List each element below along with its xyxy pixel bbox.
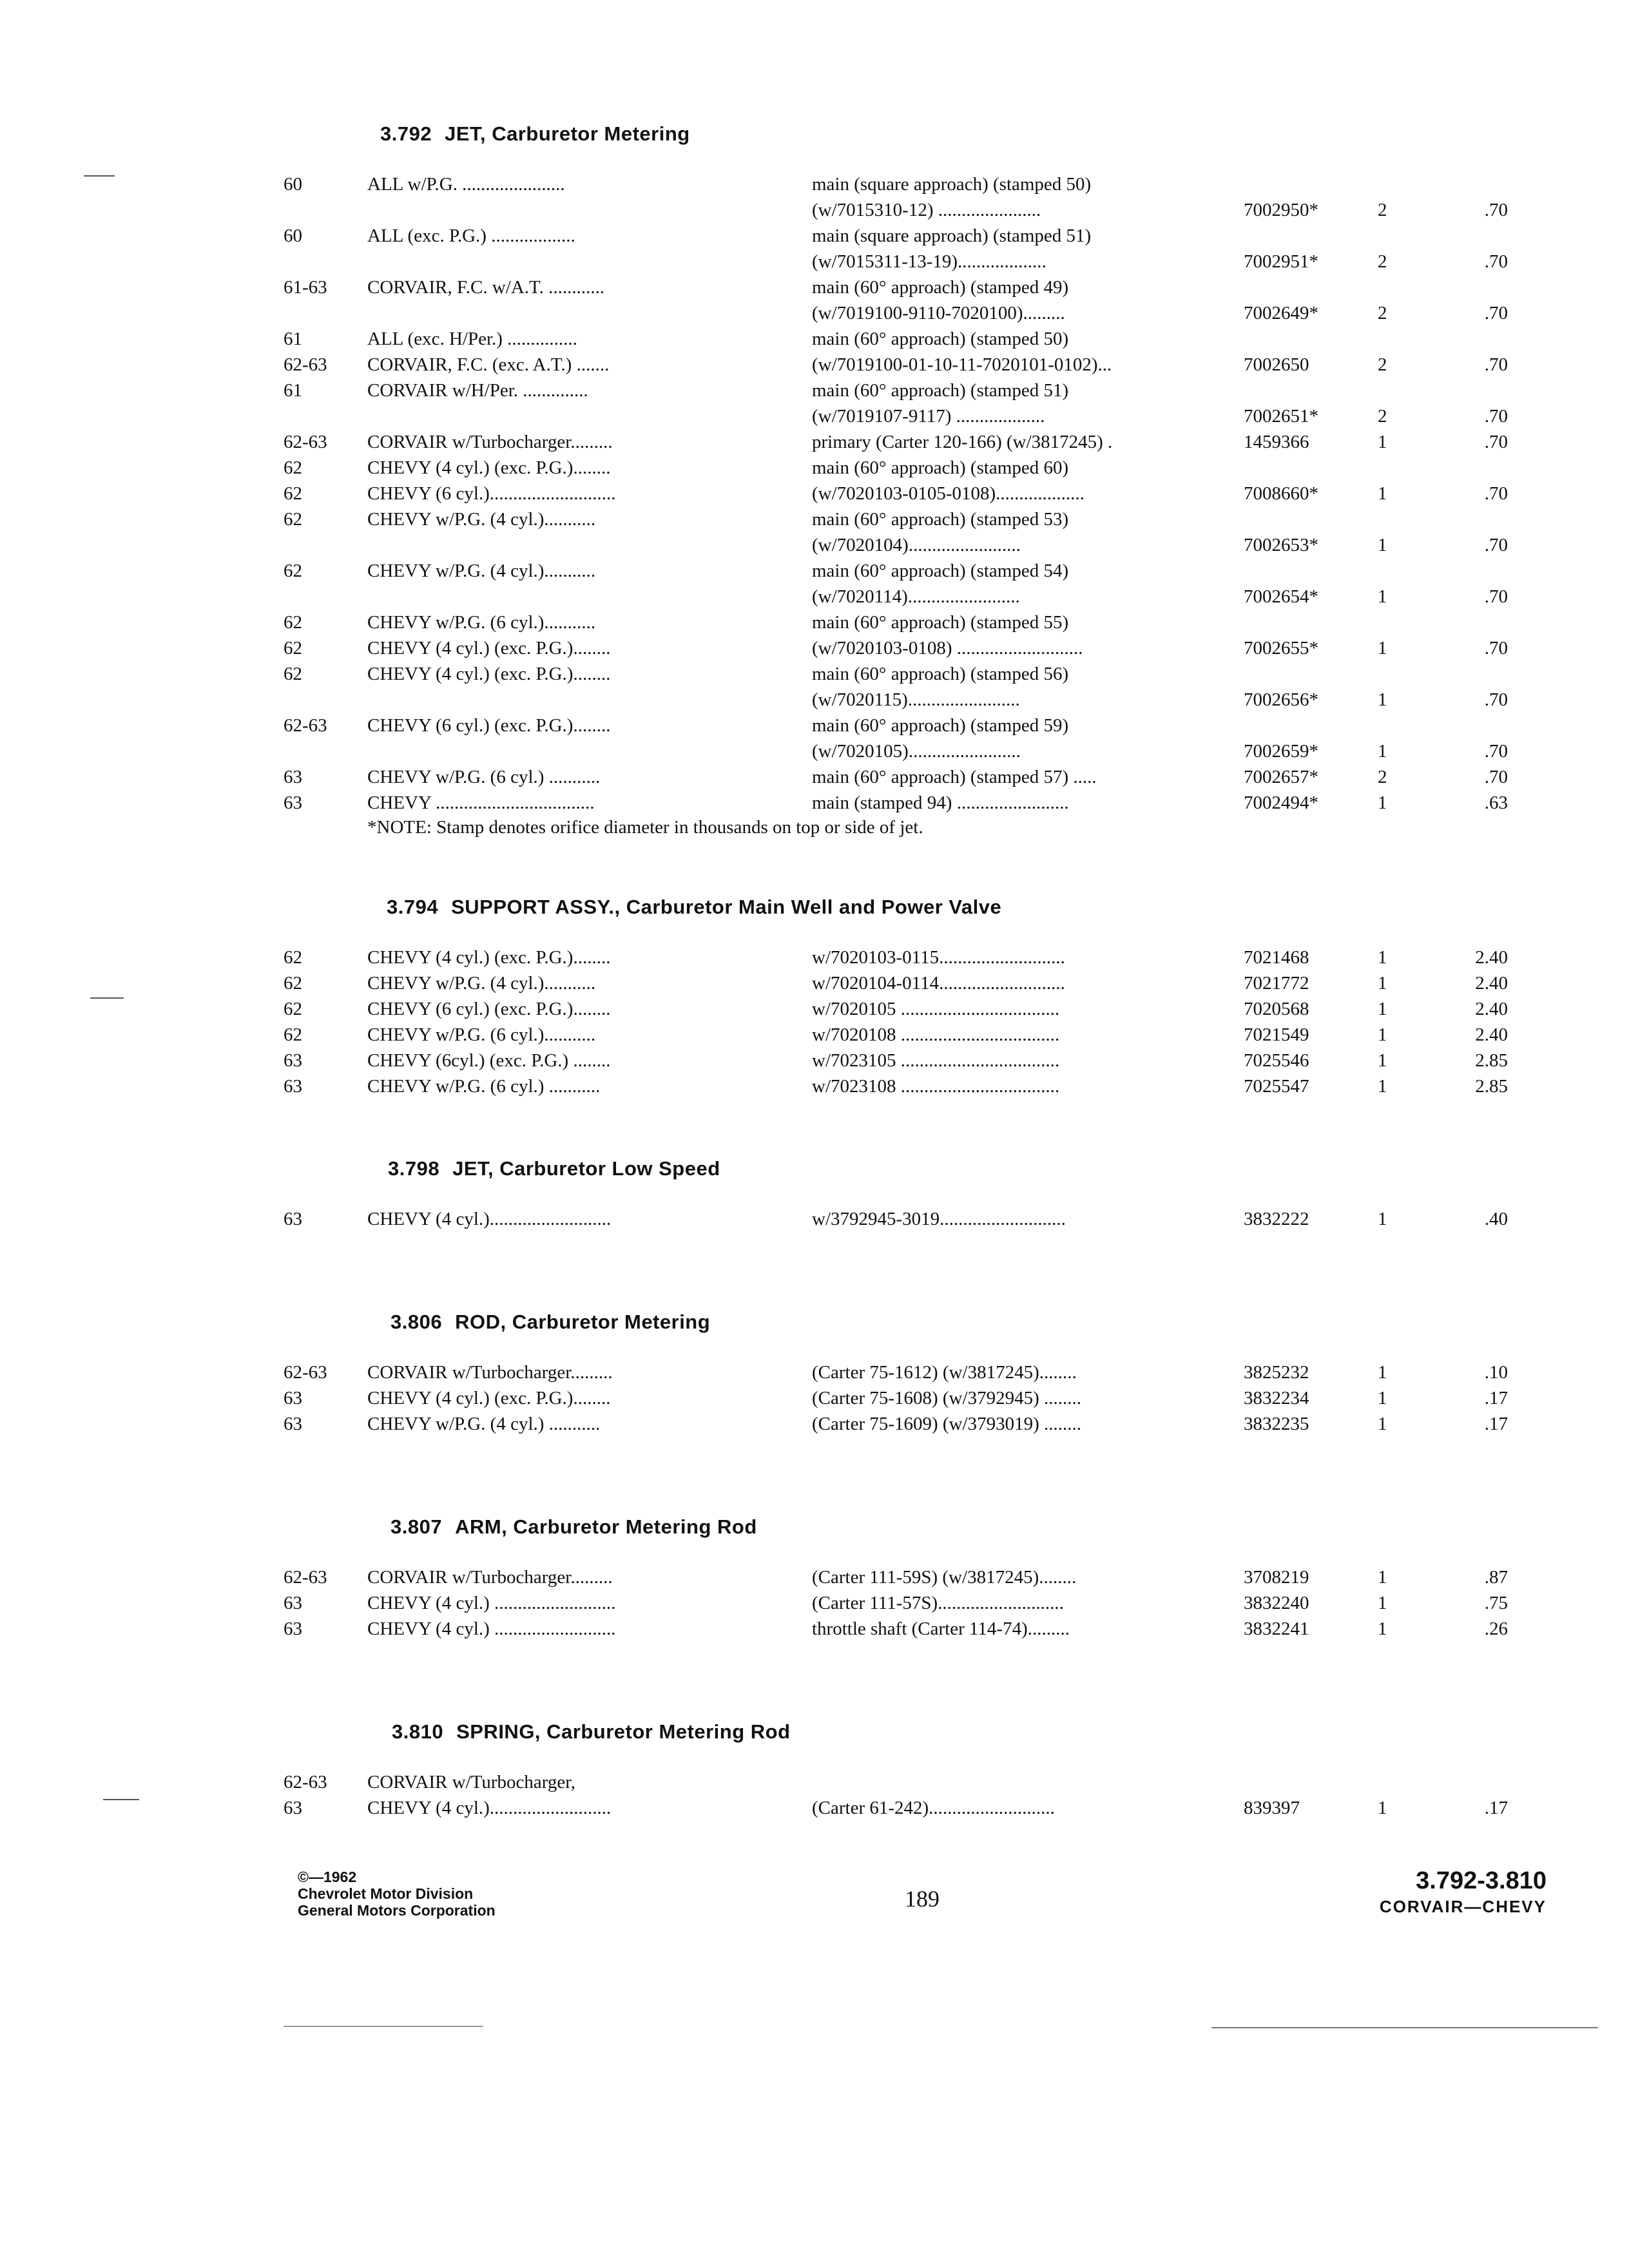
table-row bbox=[284, 509, 1572, 535]
quantity-cell: 1 bbox=[1378, 1414, 1387, 1434]
table-row bbox=[284, 947, 1572, 973]
year-cell: 63 bbox=[284, 1619, 302, 1639]
model-cell: CHEVY (6 cyl.)........................... bbox=[367, 483, 616, 504]
model-cell: CORVAIR w/Turbocharger......... bbox=[367, 1567, 613, 1588]
model-cell: CHEVY w/P.G. (4 cyl.) ........... bbox=[367, 1414, 601, 1434]
year-cell: 62 bbox=[284, 457, 302, 478]
model-cell: CHEVY w/P.G. (6 cyl.) ........... bbox=[367, 1076, 601, 1097]
part-number-cell: 7021549 bbox=[1244, 1024, 1309, 1045]
price-cell: .17 bbox=[1484, 1414, 1508, 1434]
table-row bbox=[284, 380, 1572, 406]
table-row bbox=[284, 638, 1572, 664]
description-cell: w/7023105 .................................. bbox=[812, 1050, 1060, 1071]
year-cell: 62-63 bbox=[284, 1772, 327, 1792]
section-number: 3.794 bbox=[387, 896, 439, 918]
margin-mark bbox=[84, 175, 115, 177]
model-cell: CHEVY w/P.G. (4 cyl.)........... bbox=[367, 973, 596, 994]
description-cell: main (square approach) (stamped 50) bbox=[812, 174, 1092, 195]
table-row bbox=[284, 535, 1572, 561]
section-number: 3.798 bbox=[388, 1157, 440, 1180]
price-cell: 2.40 bbox=[1475, 973, 1508, 994]
year-cell: 62-63 bbox=[284, 1362, 327, 1383]
price-cell: .70 bbox=[1484, 535, 1508, 555]
footer-publisher bbox=[298, 1869, 496, 1919]
footer-corporation: General Motors Corporation bbox=[298, 1902, 496, 1919]
part-number-cell: 7021772 bbox=[1244, 973, 1309, 994]
table-row bbox=[284, 432, 1572, 457]
table-row bbox=[284, 561, 1572, 586]
model-cell: CHEVY (4 cyl.) .......................... bbox=[367, 1593, 616, 1613]
quantity-cell: 2 bbox=[1378, 767, 1387, 787]
margin-mark bbox=[90, 997, 124, 999]
model-cell: ALL w/P.G. ...................... bbox=[367, 174, 565, 195]
footer-copyright: ©—1962 bbox=[298, 1869, 357, 1885]
part-number-cell: 3832240 bbox=[1244, 1593, 1309, 1613]
description-cell: (Carter 75-1612) (w/3817245)........ bbox=[812, 1362, 1077, 1383]
model-cell: CHEVY (6 cyl.) (exc. P.G.)........ bbox=[367, 999, 611, 1019]
model-cell: CORVAIR, F.C. (exc. A.T.) ....... bbox=[367, 354, 610, 375]
model-cell: CHEVY (6 cyl.) (exc. P.G.)........ bbox=[367, 715, 611, 736]
part-number-cell: 3832234 bbox=[1244, 1388, 1309, 1408]
year-cell: 62 bbox=[284, 973, 302, 994]
table-row bbox=[284, 1414, 1572, 1439]
price-cell: .10 bbox=[1484, 1362, 1508, 1383]
section-name: ARM, Carburetor Metering Rod bbox=[455, 1515, 757, 1538]
price-cell: .70 bbox=[1484, 251, 1508, 272]
year-cell: 60 bbox=[284, 226, 302, 246]
price-cell: .17 bbox=[1484, 1388, 1508, 1408]
table-row bbox=[284, 1024, 1572, 1050]
table-row bbox=[284, 612, 1572, 638]
price-cell: .87 bbox=[1484, 1567, 1508, 1588]
year-cell: 62-63 bbox=[284, 432, 327, 452]
table-row bbox=[284, 1593, 1572, 1619]
section-name: JET, Carburetor Metering bbox=[445, 122, 690, 145]
bottom-rule-left bbox=[284, 2026, 483, 2027]
description-cell: main (60° approach) (stamped 54) bbox=[812, 561, 1069, 581]
section-title bbox=[392, 1720, 791, 1744]
model-cell: CHEVY .................................. bbox=[367, 793, 595, 813]
parts-table bbox=[284, 1772, 1572, 1823]
parts-table bbox=[284, 1209, 1572, 1235]
description-cell: (w/7015311-13-19)................... bbox=[812, 251, 1046, 272]
price-cell: .70 bbox=[1484, 689, 1508, 710]
model-cell: CHEVY (4 cyl.) (exc. P.G.)........ bbox=[367, 947, 611, 968]
price-cell: .70 bbox=[1484, 767, 1508, 787]
year-cell: 62 bbox=[284, 483, 302, 504]
year-cell: 62-63 bbox=[284, 1567, 327, 1588]
description-cell: main (60° approach) (stamped 59) bbox=[812, 715, 1069, 736]
part-number-cell: 7021468 bbox=[1244, 947, 1309, 968]
price-cell: 2.85 bbox=[1475, 1050, 1508, 1071]
year-cell: 63 bbox=[284, 1798, 302, 1818]
year-cell: 62-63 bbox=[284, 354, 327, 375]
section-title bbox=[388, 1157, 720, 1180]
quantity-cell: 1 bbox=[1378, 1593, 1387, 1613]
model-cell: CHEVY (4 cyl.) (exc. P.G.)........ bbox=[367, 1388, 611, 1408]
description-cell: main (60° approach) (stamped 57) ..... bbox=[812, 767, 1097, 787]
description-cell: w/3792945-3019........................... bbox=[812, 1209, 1066, 1229]
description-cell: (w/7020103-0108) ........................... bbox=[812, 638, 1083, 658]
price-cell: .63 bbox=[1484, 793, 1508, 813]
year-cell: 62 bbox=[284, 947, 302, 968]
description-cell: throttle shaft (Carter 114-74)......... bbox=[812, 1619, 1070, 1639]
part-number-cell: 3832241 bbox=[1244, 1619, 1309, 1639]
quantity-cell: 1 bbox=[1378, 1362, 1387, 1383]
section-number: 3.806 bbox=[390, 1311, 443, 1333]
part-number-cell: 7002653* bbox=[1244, 535, 1318, 555]
part-number-cell: 3825232 bbox=[1244, 1362, 1309, 1383]
model-cell: CORVAIR w/Turbocharger......... bbox=[367, 1362, 613, 1383]
section-name: JET, Carburetor Low Speed bbox=[452, 1157, 720, 1180]
part-number-cell: 7008660* bbox=[1244, 483, 1318, 504]
table-row bbox=[284, 689, 1572, 715]
description-cell: (Carter 61-242)........................... bbox=[812, 1798, 1055, 1818]
model-cell: CHEVY (4 cyl.).......................... bbox=[367, 1209, 612, 1229]
description-cell: main (60° approach) (stamped 55) bbox=[812, 612, 1069, 633]
description-cell: primary (Carter 120-166) (w/3817245) . bbox=[812, 432, 1113, 452]
table-row bbox=[284, 354, 1572, 380]
part-number-cell: 7002651* bbox=[1244, 406, 1318, 427]
table-row bbox=[284, 200, 1572, 226]
description-cell: main (60° approach) (stamped 53) bbox=[812, 509, 1069, 530]
model-cell: CORVAIR w/Turbocharger......... bbox=[367, 432, 613, 452]
description-cell: (w/7020105)........................ bbox=[812, 741, 1021, 762]
price-cell: .70 bbox=[1484, 483, 1508, 504]
year-cell: 62 bbox=[284, 612, 302, 633]
quantity-cell: 1 bbox=[1378, 1209, 1387, 1229]
year-cell: 63 bbox=[284, 1076, 302, 1097]
margin-mark bbox=[103, 1799, 139, 1800]
description-cell: main (60° approach) (stamped 51) bbox=[812, 380, 1069, 401]
year-cell: 63 bbox=[284, 1593, 302, 1613]
section-number: 3.810 bbox=[392, 1720, 444, 1743]
part-number-cell: 7002650 bbox=[1244, 354, 1309, 375]
description-cell: w/7020103-0115........................... bbox=[812, 947, 1065, 968]
part-number-cell: 7002649* bbox=[1244, 303, 1318, 323]
table-row bbox=[284, 303, 1572, 329]
year-cell: 62 bbox=[284, 638, 302, 658]
footer-model-line: CORVAIR—CHEVY bbox=[1379, 1897, 1547, 1916]
table-row bbox=[284, 1567, 1572, 1593]
description-cell: (Carter 111-59S) (w/3817245)........ bbox=[812, 1567, 1077, 1588]
quantity-cell: 2 bbox=[1378, 354, 1387, 375]
description-cell: main (stamped 94) ........................ bbox=[812, 793, 1069, 813]
table-row bbox=[284, 715, 1572, 741]
price-cell: .26 bbox=[1484, 1619, 1508, 1639]
part-number-cell: 7002657* bbox=[1244, 767, 1318, 787]
year-cell: 63 bbox=[284, 1050, 302, 1071]
model-cell: CHEVY (4 cyl.) (exc. P.G.)........ bbox=[367, 638, 611, 658]
year-cell: 62 bbox=[284, 999, 302, 1019]
table-row bbox=[284, 457, 1572, 483]
model-cell: CHEVY w/P.G. (4 cyl.)........... bbox=[367, 561, 596, 581]
quantity-cell: 1 bbox=[1378, 973, 1387, 994]
part-number-cell: 3832222 bbox=[1244, 1209, 1309, 1229]
table-row bbox=[284, 174, 1572, 200]
year-cell: 62 bbox=[284, 1024, 302, 1045]
table-row bbox=[284, 1772, 1572, 1798]
year-cell: 62 bbox=[284, 664, 302, 684]
part-number-cell: 7002656* bbox=[1244, 689, 1318, 710]
description-cell: main (60° approach) (stamped 49) bbox=[812, 277, 1069, 298]
section-title bbox=[387, 896, 1001, 919]
year-cell: 62 bbox=[284, 561, 302, 581]
table-row bbox=[284, 1798, 1572, 1823]
quantity-cell: 1 bbox=[1378, 432, 1387, 452]
table-row bbox=[284, 973, 1572, 999]
description-cell: main (60° approach) (stamped 60) bbox=[812, 457, 1069, 478]
table-row bbox=[284, 406, 1572, 432]
quantity-cell: 1 bbox=[1378, 741, 1387, 762]
description-cell: (w/7015310-12) ...................... bbox=[812, 200, 1041, 220]
quantity-cell: 1 bbox=[1378, 1388, 1387, 1408]
description-cell: main (60° approach) (stamped 56) bbox=[812, 664, 1069, 684]
part-number-cell: 7002951* bbox=[1244, 251, 1318, 272]
description-cell: (Carter 111-57S)........................... bbox=[812, 1593, 1064, 1613]
year-cell: 63 bbox=[284, 1209, 302, 1229]
part-number-cell: 7025547 bbox=[1244, 1076, 1309, 1097]
part-number-cell: 7002950* bbox=[1244, 200, 1318, 220]
bottom-rule-right bbox=[1211, 2027, 1598, 2028]
description-cell: (w/7020114)........................ bbox=[812, 586, 1020, 607]
part-number-cell: 7025546 bbox=[1244, 1050, 1309, 1071]
quantity-cell: 1 bbox=[1378, 1050, 1387, 1071]
quantity-cell: 2 bbox=[1378, 251, 1387, 272]
table-row bbox=[284, 767, 1572, 793]
table-row bbox=[284, 1362, 1572, 1388]
model-cell: CHEVY (4 cyl.) (exc. P.G.)........ bbox=[367, 664, 611, 684]
year-cell: 61-63 bbox=[284, 277, 327, 298]
section-title bbox=[380, 122, 690, 146]
price-cell: .75 bbox=[1484, 1593, 1508, 1613]
year-cell: 62-63 bbox=[284, 715, 327, 736]
part-number-cell: 7002494* bbox=[1244, 793, 1318, 813]
table-row bbox=[284, 664, 1572, 689]
quantity-cell: 1 bbox=[1378, 1567, 1387, 1588]
table-row bbox=[284, 1619, 1572, 1644]
section-name: SUPPORT ASSY., Carburetor Main Well and Power Valve bbox=[451, 896, 1002, 918]
model-cell: ALL (exc. P.G.) .................. bbox=[367, 226, 575, 246]
quantity-cell: 1 bbox=[1378, 793, 1387, 813]
quantity-cell: 1 bbox=[1378, 535, 1387, 555]
quantity-cell: 1 bbox=[1378, 638, 1387, 658]
quantity-cell: 1 bbox=[1378, 947, 1387, 968]
table-row bbox=[284, 1050, 1572, 1076]
description-cell: main (60° approach) (stamped 50) bbox=[812, 329, 1069, 349]
model-cell: CHEVY w/P.G. (6 cyl.)........... bbox=[367, 1024, 596, 1045]
description-cell: (w/7019100-01-10-11-7020101-0102)... bbox=[812, 354, 1112, 375]
part-number-cell: 7002654* bbox=[1244, 586, 1318, 607]
year-cell: 61 bbox=[284, 329, 302, 349]
quantity-cell: 1 bbox=[1378, 999, 1387, 1019]
description-cell: (w/7019107-9117) ................... bbox=[812, 406, 1045, 427]
section-name: SPRING, Carburetor Metering Rod bbox=[456, 1720, 791, 1743]
table-row bbox=[284, 793, 1572, 818]
section-title bbox=[390, 1515, 757, 1539]
quantity-cell: 1 bbox=[1378, 1076, 1387, 1097]
quantity-cell: 1 bbox=[1378, 1024, 1387, 1045]
description-cell: (w/7019100-9110-7020100)......... bbox=[812, 303, 1065, 323]
price-cell: .70 bbox=[1484, 200, 1508, 220]
part-number-cell: 839397 bbox=[1244, 1798, 1300, 1818]
parts-table bbox=[284, 174, 1572, 818]
section-number: 3.807 bbox=[390, 1515, 443, 1538]
price-cell: .17 bbox=[1484, 1798, 1508, 1818]
price-cell: .70 bbox=[1484, 586, 1508, 607]
year-cell: 61 bbox=[284, 380, 302, 401]
price-cell: .70 bbox=[1484, 406, 1508, 427]
part-number-cell: 7002655* bbox=[1244, 638, 1318, 658]
description-cell: main (square approach) (stamped 51) bbox=[812, 226, 1092, 246]
parts-table bbox=[284, 1567, 1572, 1644]
section-name: ROD, Carburetor Metering bbox=[455, 1311, 711, 1333]
section-number: 3.792 bbox=[380, 122, 432, 145]
model-cell: CHEVY w/P.G. (4 cyl.)........... bbox=[367, 509, 596, 530]
quantity-cell: 2 bbox=[1378, 200, 1387, 220]
price-cell: .70 bbox=[1484, 741, 1508, 762]
price-cell: .70 bbox=[1484, 432, 1508, 452]
parts-table bbox=[284, 1362, 1572, 1439]
description-cell: w/7020105 .................................. bbox=[812, 999, 1060, 1019]
table-row bbox=[284, 1388, 1572, 1414]
section-title bbox=[390, 1311, 710, 1334]
quantity-cell: 1 bbox=[1378, 586, 1387, 607]
description-cell: (Carter 75-1608) (w/3792945) ........ bbox=[812, 1388, 1081, 1408]
table-row bbox=[284, 226, 1572, 251]
table-row bbox=[284, 329, 1572, 354]
table-row bbox=[284, 999, 1572, 1024]
model-cell: ALL (exc. H/Per.) ............... bbox=[367, 329, 577, 349]
model-cell: CHEVY (4 cyl.) .......................... bbox=[367, 1619, 616, 1639]
year-cell: 63 bbox=[284, 1414, 302, 1434]
table-row bbox=[284, 586, 1572, 612]
price-cell: 2.40 bbox=[1475, 947, 1508, 968]
price-cell: .40 bbox=[1484, 1209, 1508, 1229]
description-cell: w/7020104-0114........................... bbox=[812, 973, 1065, 994]
footer-division: Chevrolet Motor Division bbox=[298, 1885, 474, 1902]
price-cell: .70 bbox=[1484, 354, 1508, 375]
parts-table bbox=[284, 947, 1572, 1102]
table-row bbox=[284, 483, 1572, 509]
footer-range: 3.792-3.810 bbox=[1416, 1867, 1547, 1894]
part-number-cell: 7002659* bbox=[1244, 741, 1318, 762]
quantity-cell: 1 bbox=[1378, 483, 1387, 504]
price-cell: .70 bbox=[1484, 303, 1508, 323]
year-cell: 63 bbox=[284, 767, 302, 787]
model-cell: CHEVY (4 cyl.) (exc. P.G.)........ bbox=[367, 457, 611, 478]
table-row bbox=[284, 1209, 1572, 1235]
quantity-cell: 2 bbox=[1378, 303, 1387, 323]
year-cell: 62 bbox=[284, 509, 302, 530]
model-cell: CHEVY w/P.G. (6 cyl.)........... bbox=[367, 612, 596, 633]
model-cell: CORVAIR w/Turbocharger, bbox=[367, 1772, 576, 1792]
description-cell: (w/7020104)........................ bbox=[812, 535, 1021, 555]
description-cell: (w/7020115)........................ bbox=[812, 689, 1020, 710]
table-row bbox=[284, 251, 1572, 277]
description-cell: (w/7020103-0105-0108)................... bbox=[812, 483, 1084, 504]
table-row bbox=[284, 277, 1572, 303]
model-cell: CORVAIR, F.C. w/A.T. ............ bbox=[367, 277, 605, 298]
price-cell: .70 bbox=[1484, 638, 1508, 658]
model-cell: CHEVY (4 cyl.).......................... bbox=[367, 1798, 612, 1818]
part-number-cell: 3832235 bbox=[1244, 1414, 1309, 1434]
price-cell: 2.85 bbox=[1475, 1076, 1508, 1097]
table-row bbox=[284, 741, 1572, 767]
table-row bbox=[284, 1076, 1572, 1102]
model-cell: CHEVY (6cyl.) (exc. P.G.) ........ bbox=[367, 1050, 611, 1071]
price-cell: 2.40 bbox=[1475, 999, 1508, 1019]
year-cell: 63 bbox=[284, 793, 302, 813]
year-cell: 63 bbox=[284, 1388, 302, 1408]
part-number-cell: 1459366 bbox=[1244, 432, 1309, 452]
model-cell: CHEVY w/P.G. (6 cyl.) ........... bbox=[367, 767, 601, 787]
description-cell: w/7023108 .................................. bbox=[812, 1076, 1060, 1097]
description-cell: (Carter 75-1609) (w/3793019) ........ bbox=[812, 1414, 1081, 1434]
part-number-cell: 3708219 bbox=[1244, 1567, 1309, 1588]
part-number-cell: 7020568 bbox=[1244, 999, 1309, 1019]
section-note: *NOTE: Stamp denotes orifice diameter in thousands on top or side of jet. bbox=[367, 817, 923, 838]
description-cell: w/7020108 .................................. bbox=[812, 1024, 1060, 1045]
model-cell: CORVAIR w/H/Per. .............. bbox=[367, 380, 588, 401]
quantity-cell: 1 bbox=[1378, 1619, 1387, 1639]
year-cell: 60 bbox=[284, 174, 302, 195]
price-cell: 2.40 bbox=[1475, 1024, 1508, 1045]
page-number: 189 bbox=[905, 1886, 940, 1912]
quantity-cell: 2 bbox=[1378, 406, 1387, 427]
quantity-cell: 1 bbox=[1378, 689, 1387, 710]
quantity-cell: 1 bbox=[1378, 1798, 1387, 1818]
